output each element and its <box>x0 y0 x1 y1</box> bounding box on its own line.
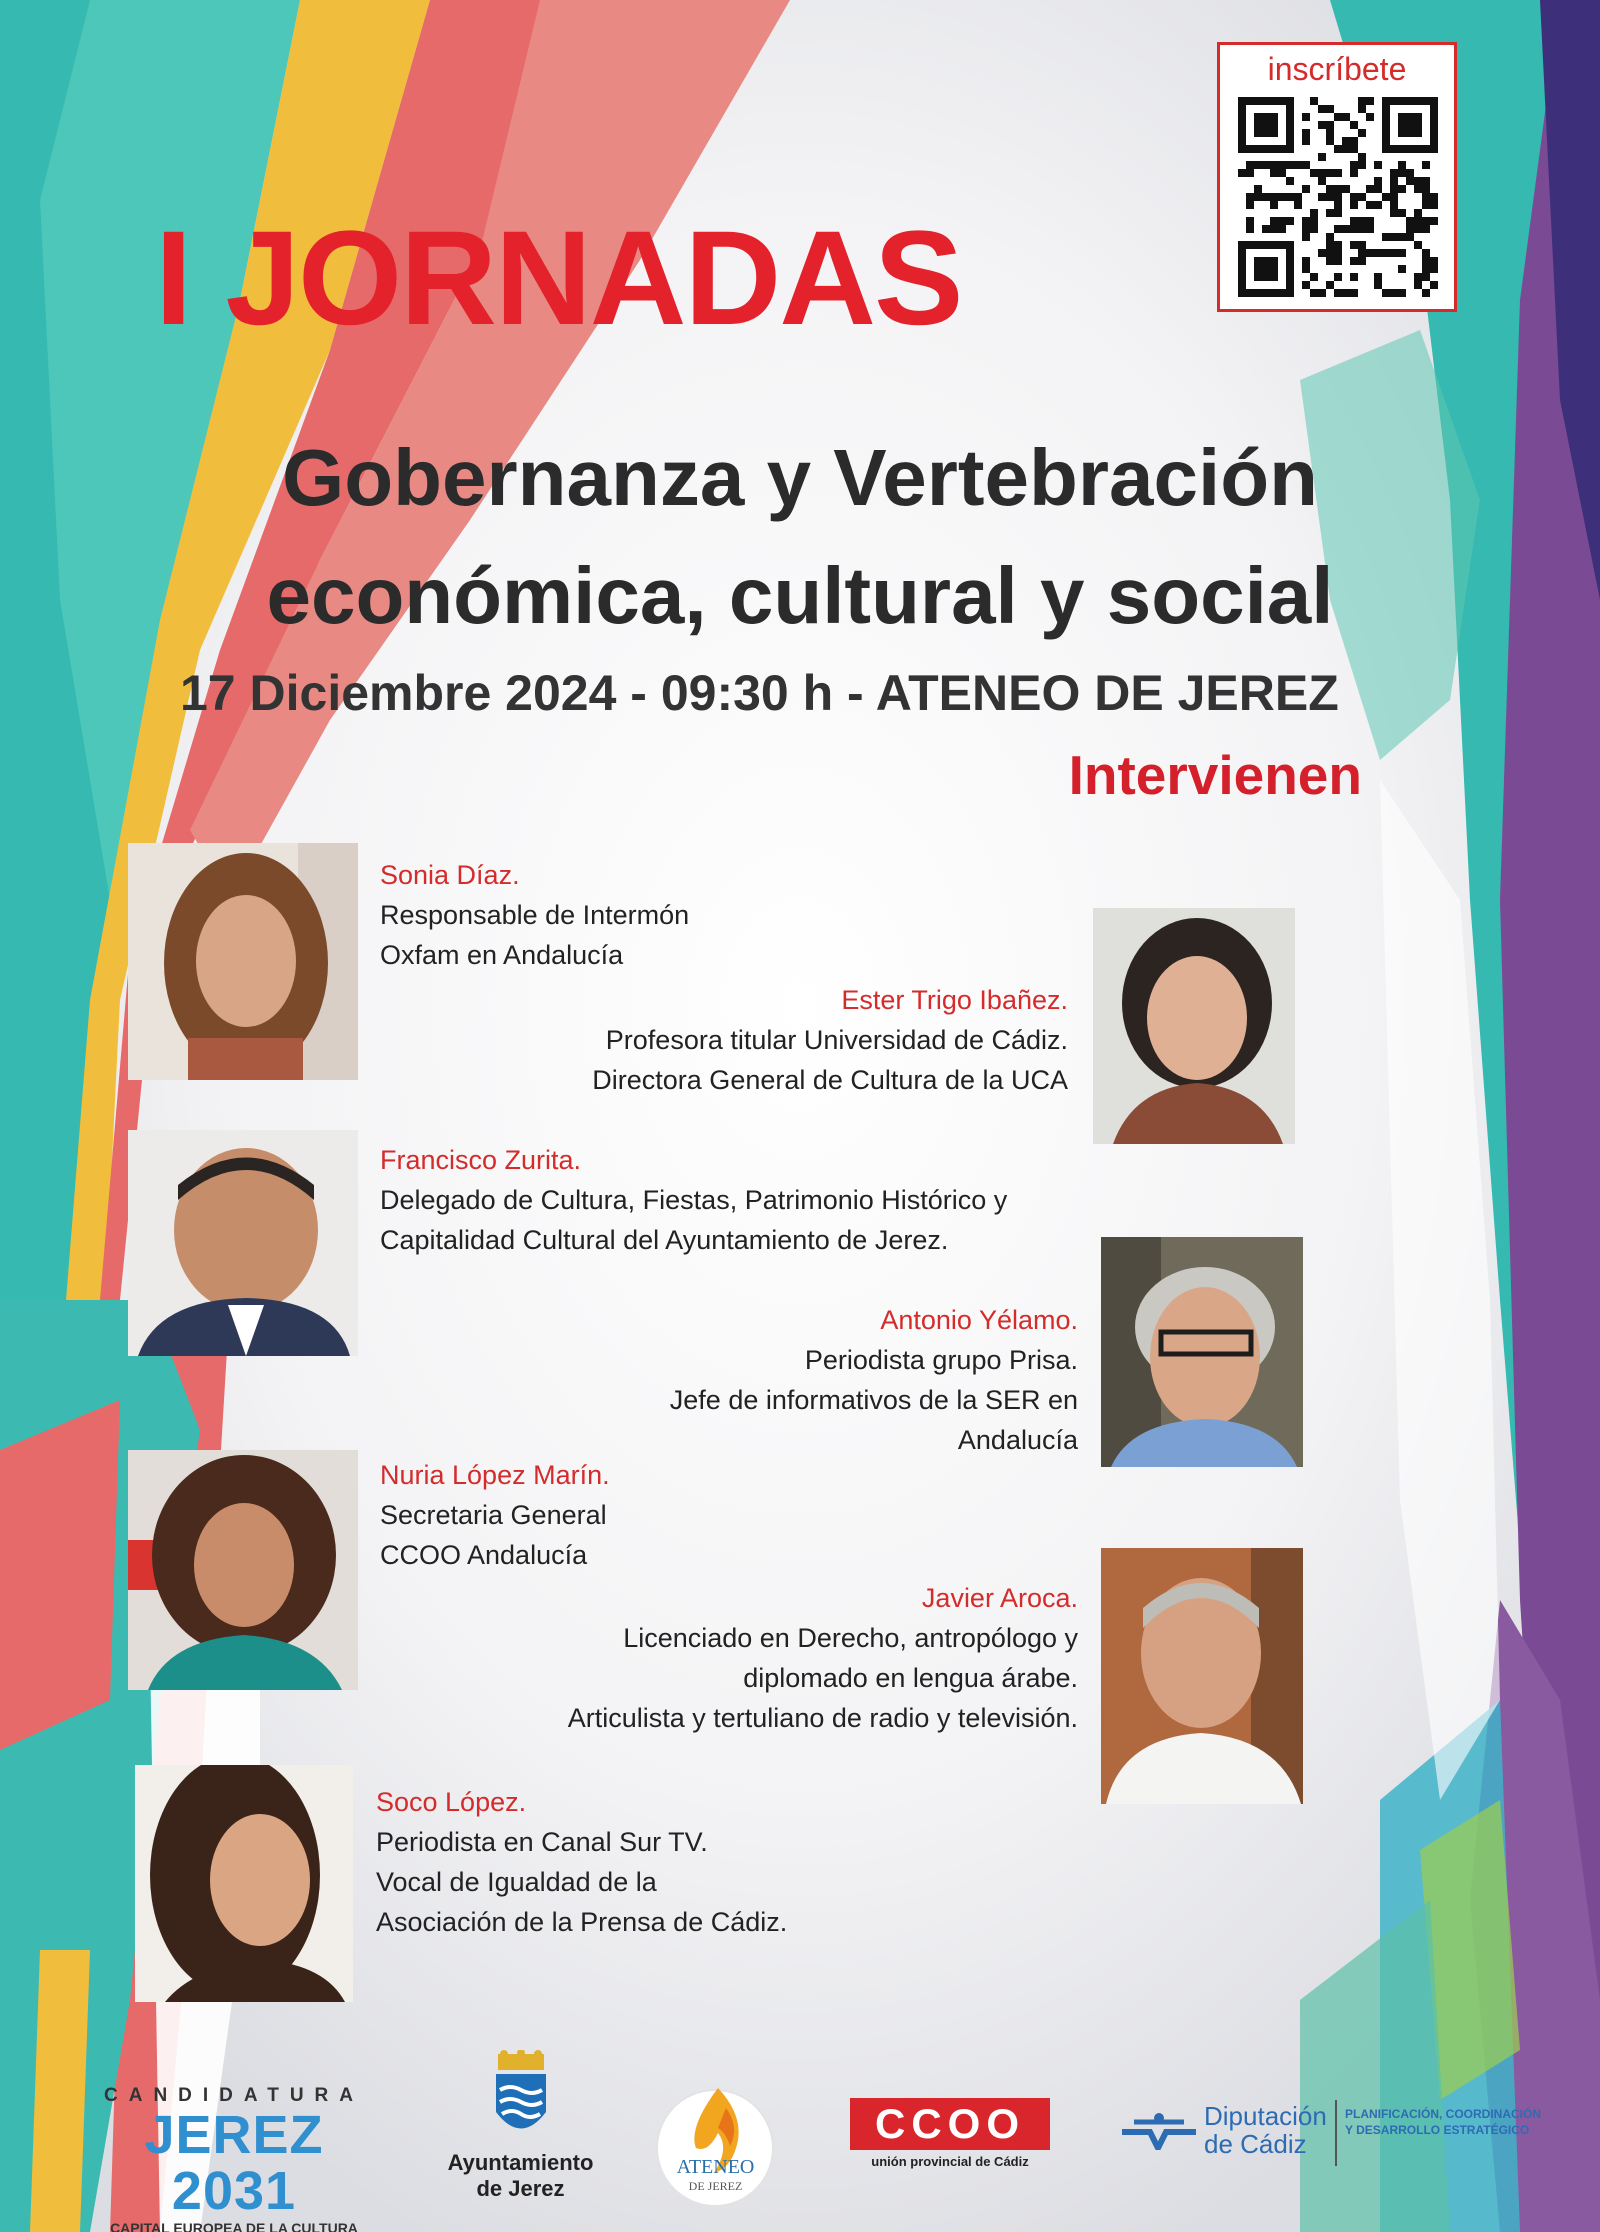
speaker-name: Nuria López Marín. <box>380 1460 610 1490</box>
speaker-role: Secretaria General <box>380 1500 607 1530</box>
speaker-javier-aroca <box>568 1578 1078 1738</box>
speaker-role: Licenciado en Derecho, antropólogo y <box>623 1623 1078 1653</box>
diputacion-area-label-2: Y DESARROLLO ESTRATÉGICO <box>1345 2123 1530 2137</box>
ateneo-city-label: DE JEREZ <box>688 2179 743 2193</box>
speaker-role: Andalucía <box>957 1425 1078 1455</box>
speaker-soco-lopez <box>376 1782 787 1942</box>
qr-code-icon[interactable] <box>1238 97 1438 297</box>
ateneo-label: ATENEO <box>676 2156 755 2178</box>
jerez-capital-label: CAPITAL EUROPEA DE LA CULTURA <box>110 2220 358 2232</box>
speaker-role: diplomado en lengua árabe. <box>743 1663 1078 1693</box>
speaker-name: Francisco Zurita. <box>380 1145 582 1175</box>
ayuntamiento-city-label: de Jerez <box>476 2176 565 2201</box>
speaker-role: Jefe de informativos de la SER en <box>669 1385 1078 1415</box>
speaker-photo <box>128 1450 358 1690</box>
ccoo-logo <box>850 2098 1050 2173</box>
event-subtitle-line-2: económica, cultural y social <box>266 551 1334 640</box>
speaker-role: Periodista en Canal Sur TV. <box>376 1827 708 1857</box>
speaker-name: Sonia Díaz. <box>380 860 520 890</box>
speaker-role: Asociación de la Prensa de Cádiz. <box>376 1907 788 1937</box>
diputacion-emblem-icon <box>1120 2110 1198 2150</box>
speaker-role: Responsable de Intermón <box>380 900 690 930</box>
diputacion-divider <box>1335 2100 1337 2166</box>
jerez-2031-logo <box>98 2085 370 2232</box>
ayuntamiento-jerez-logo <box>428 2050 613 2210</box>
diputacion-label: Diputación <box>1204 2101 1327 2131</box>
speaker-nuria-lopez <box>380 1455 610 1575</box>
speaker-antonio-yelamo <box>670 1300 1078 1460</box>
speaker-name: Antonio Yélamo. <box>880 1305 1078 1335</box>
ccoo-subtitle: unión provincial de Cádiz <box>871 2154 1029 2169</box>
diputacion-cadiz-logo <box>1120 2098 1570 2168</box>
speaker-name: Javier Aroca. <box>921 1583 1078 1613</box>
speakers-heading: Intervienen <box>1068 744 1362 806</box>
speaker-photo <box>128 843 358 1080</box>
diputacion-area-label: PLANIFICACIÓN, COORDINACIÓN <box>1345 2107 1541 2121</box>
qr-registration-box[interactable] <box>1217 42 1457 312</box>
speaker-name: Soco López. <box>376 1787 527 1817</box>
speaker-role: CCOO Andalucía <box>380 1540 588 1570</box>
event-title: I JORNADAS <box>155 204 962 353</box>
qr-label: inscríbete <box>1267 51 1407 87</box>
ateneo-jerez-logo <box>648 2058 783 2208</box>
speaker-role: Oxfam en Andalucía <box>380 940 624 970</box>
speaker-role: Vocal de Igualdad de la <box>376 1867 657 1897</box>
speaker-francisco-zurita <box>380 1140 1007 1260</box>
speaker-photo <box>135 1765 353 2002</box>
speaker-name: Ester Trigo Ibañez. <box>841 985 1068 1015</box>
jerez-candidatura-label: CANDIDATURA <box>104 2085 364 2106</box>
speaker-photo <box>128 1130 358 1356</box>
speaker-photo <box>1101 1237 1303 1467</box>
speaker-photo <box>1093 908 1295 1144</box>
speaker-role: Periodista grupo Prisa. <box>804 1345 1078 1375</box>
speaker-role: Capitalidad Cultural del Ayuntamiento de Jerez. <box>380 1225 949 1255</box>
diputacion-city-label: de Cádiz <box>1204 2129 1307 2159</box>
jerez-coat-of-arms-icon <box>490 2050 552 2145</box>
speaker-ester-trigo <box>592 980 1068 1100</box>
speaker-role: Directora General de Cultura de la UCA <box>592 1065 1068 1095</box>
jerez-2031-label: JEREZ 2031 <box>144 2105 324 2221</box>
event-date-place: 17 Diciembre 2024 - 09:30 h - ATENEO DE JEREZ <box>180 665 1339 721</box>
speaker-role: Delegado de Cultura, Fiestas, Patrimonio Histórico y <box>380 1185 1008 1215</box>
ayuntamiento-label: Ayuntamiento <box>447 2150 594 2175</box>
speaker-sonia-diaz <box>380 855 689 975</box>
event-subtitle-line-1: Gobernanza y Vertebración <box>282 433 1318 522</box>
speaker-photo <box>1101 1548 1303 1804</box>
speaker-role: Articulista y tertuliano de radio y televisión. <box>567 1703 1078 1733</box>
ccoo-label: CCOO <box>850 2098 1050 2150</box>
speaker-role: Profesora titular Universidad de Cádiz. <box>605 1025 1068 1055</box>
